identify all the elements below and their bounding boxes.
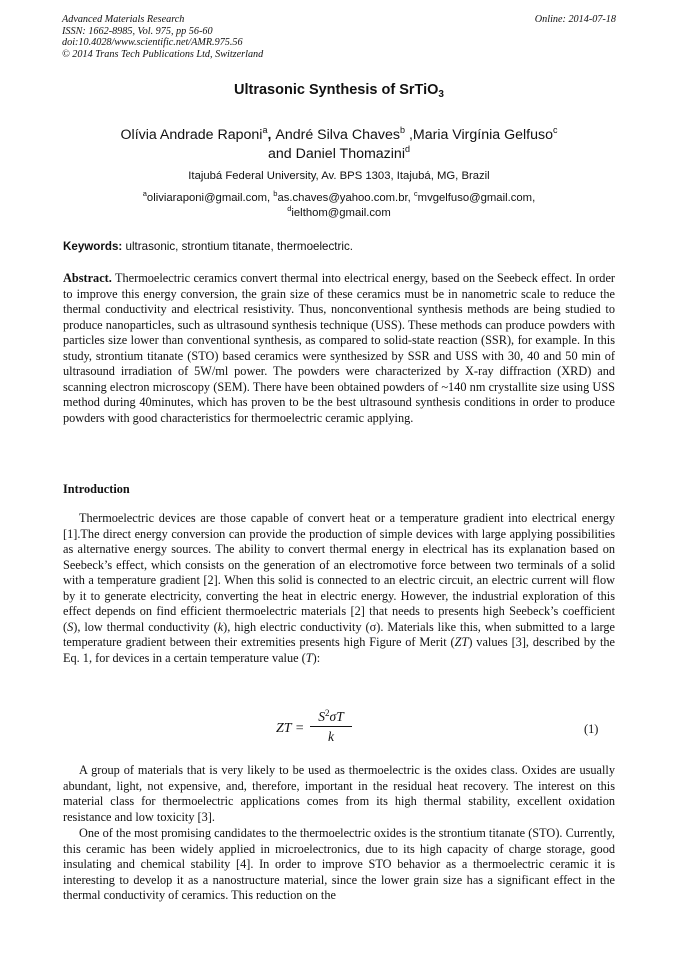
abstract [63,271,615,426]
symbol-ZT: ZT [454,635,469,650]
symbol-S: S [67,619,74,634]
journal-name: Advanced Materials Research [62,14,185,25]
intro-paragraph-3: One of the most promising candidates to the thermoelectric oxides is the strontium titanate (STO). Currently, this ceramic has been widely applied in microelectronics, due to its high capacity of charge storage, good insulating and chemical stability [4]. In order to improve STO behavior as a thermoelectric ceramic it is interesting to develop it as a nanostructure material, since the lower grain size has a significant effect in the thermal conductivity of ceramics. This reduction on the [63,826,615,903]
eq-sigma-T: σT [329,709,344,724]
text-run: Thermoelectric devices are those capable of convert heat or a temperature gradient into electrical energy [1].The direct energy conversion can provide the production of simple devices with large applying possibilities as alternative energy sources. The ability to convert thermal energy in electrical has its explanation based on Seebeck’s effect, which consists on the generation of an electromotive force between two terminals of a solid with a temperature gradient [2]. When this solid is connected to an electric circuit, an electric current will flow by it to generate electricity, converting the heat in electric energy. However, the industrial exploration of this effect depends on find efficient thermoelectric materials [2] that needs to presents high Seebeck’s coefficient ( [63,511,615,634]
equation-fraction [310,708,352,745]
author-name: Olívia Andrade Raponi [120,127,263,143]
author-and: and [268,146,292,162]
copyright-line: © 2014 Trans Tech Publications Ltd, Switzerland [62,48,264,60]
author-sup: c [553,125,558,135]
keywords-label: Keywords: [63,240,123,253]
author-name: André Silva Chaves [275,127,400,143]
section-heading: Introduction [63,482,130,496]
fraction-bar [310,726,352,727]
email-address: ielthom@gmail.com [291,207,391,219]
author-name: Maria Virgínia Gelfuso [412,127,553,143]
issn-line: ISSN: 1662-8985, Vol. 975, pp 56-60 [62,25,213,37]
author-sup: d [404,144,410,154]
symbol-k: k [217,619,224,634]
email-list: $^a$oliviaraponi@gmail.com, $^b$as.chaves@yahoo.com.br, $^c$mvgelfuso@gmail.com, $^d$ielthom@gmail.com [142,189,536,219]
equation-1 [270,708,370,750]
running-header [62,14,618,60]
equation-denominator: k [328,729,334,744]
eq-exponent: 2 [325,708,330,718]
intro-paragraph-1 [63,511,615,666]
intro-paragraph-2: A group of materials that is very likely to be used as thermoelectric is the oxides class. Oxides are usually abundant, light, not expensive, and, therefore, important in the residual heat recovery. The interest on this material class for thermoelectric applications comes from its high thermal stability, excellent oxidation resistance and low toxicity [3]. [63,763,615,824]
keywords-text: ultrasonic, strontium titanate, thermoelectric. [125,240,353,253]
author-sup: a [262,125,268,135]
author-list: Olívia Andrade Raponi$^a$, André Silva Chaves$^b$ ,Maria Virgínia Gelfuso$^c$ and Daniel Thomazini$^d$ [120,125,558,162]
text-run: ) values [3], described by the Eq. 1, for devices in a certain temperature value ( [63,635,615,665]
paper-title [0,82,678,100]
email-sup: d [287,204,292,213]
text-run: ): [312,650,321,665]
equation-number: (1) [584,722,599,736]
author-name: Daniel Thomazini [295,146,405,162]
email-sup: b [273,189,278,198]
eq-S: S [318,709,326,724]
keywords [63,240,353,253]
equation-lhs: ZT = [276,721,305,736]
email-address: as.chaves@yahoo.com.br [277,192,408,204]
email-address: mvgelfuso@gmail.com [417,192,533,204]
email-address: oliviaraponi@gmail.com [146,192,268,204]
abstract-label: Abstract. [63,271,112,285]
online-date: Online: 2014-07-18 [534,14,616,25]
text-run: ), high electric conductivity (σ). Materials like this, when submitted to a large temperature gradient between their extremities presents high Figure of Merit ( [63,619,615,650]
title-text: Ultrasonic Synthesis of SrTiO [234,82,439,98]
email-sup: a [142,189,147,198]
email-sup: c [413,189,418,198]
title-subscript: 3 [438,89,444,100]
doi-line: doi:10.4028/www.scientific.net/AMR.975.56 [62,37,243,48]
affiliation: Itajubá Federal University, Av. BPS 1303, Itajubá, MG, Brazil [188,170,490,182]
equation-numerator [310,708,352,725]
symbol-T: T [305,650,313,665]
text-run: ), low thermal conductivity ( [73,619,218,634]
author-sup: b [399,125,405,135]
abstract-text: Thermoelectric ceramics convert thermal into electrical energy, based on the Seebeck effect. In order to improve this energy conversion, the grain size of these ceramics must be in nanometric scale to reduce the thermal conductivity and electrical resistivity. Thus, nonconventional synthesis methods are being studied to produce nanoparticles, such as ultrasound synthesis technique (USS). These methods can produce powders with particles size lower than conventional synthesis, as compared to solid-state reaction (SSR), for example. In this study, strontium titanate (STO) based ceramics were synthesized by SSR and USS with 30, 40 and 50 min of ultrasound irradiation of 5W/ml power. The powders were characterized by X-ray diffraction (XRD) and scanning electron microscopy (SEM). There have been obtained powders of ~140 nm crystallite size using USS method during 40minutes, which has proven to be the best ultrasound synthesis conditions in order to produce powders with good characteristics for thermoelectric ceramic applying. [63,271,616,425]
